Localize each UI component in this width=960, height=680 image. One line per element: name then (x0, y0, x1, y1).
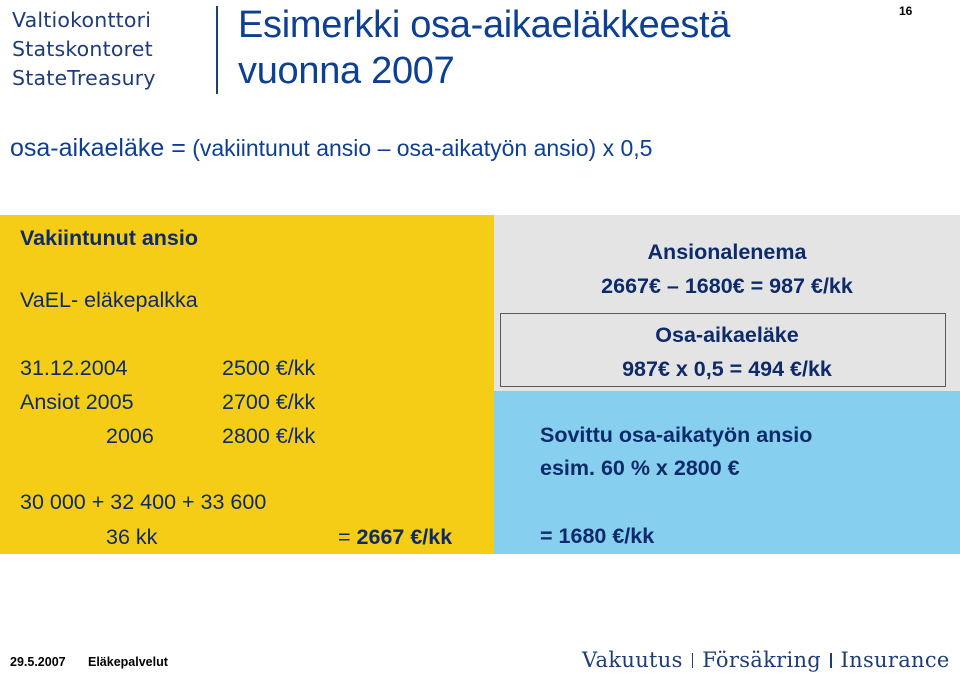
parttime-example: esim. 60 % x 2800 € (540, 456, 740, 480)
logo-divider (216, 6, 218, 94)
divisor: 36 kk (106, 525, 158, 549)
page-number: 16 (899, 4, 913, 18)
vested-earnings-heading: Vakiintunut ansio (20, 226, 198, 250)
pension-salary-label: VaEL- eläkepalkka (20, 288, 198, 312)
state-treasury-logo (12, 6, 192, 93)
row-label-2006: 2006 (106, 424, 154, 448)
brand-vakuutus: Vakuutus (582, 648, 683, 672)
row-value-2005: 2700 €/kk (222, 390, 316, 414)
row-label-2005: Ansiot 2005 (20, 390, 134, 414)
title-line-2: vuonna 2007 (238, 50, 455, 92)
partial-pension-calc: 987€ x 0,5 = 494 €/kk (622, 357, 832, 381)
title-line-1: Esimerkki osa-aikaeläkkeestä (238, 4, 731, 46)
formula-rhs: (vakiintunut ansio – osa-aikatyön ansio) x 0,5 (192, 135, 653, 161)
row-value-2006: 2800 €/kk (222, 424, 316, 448)
logo-line-1: Valtiokonttori (12, 8, 152, 32)
sum-line: 30 000 + 32 400 + 33 600 (20, 490, 267, 514)
formula-lhs: osa-aikaeläke = (10, 134, 186, 162)
brand-separator (692, 653, 694, 668)
row-value-2004: 2500 €/kk (222, 356, 316, 380)
reduction-calc: 2667€ – 1680€ = 987 €/kk (601, 274, 853, 298)
brand-forsakring: Försäkring (702, 648, 822, 672)
brand-separator (830, 653, 832, 668)
vested-result: = 2667 €/kk (338, 525, 453, 549)
row-label-2004: 31.12.2004 (20, 356, 128, 380)
footer-brand (582, 648, 950, 672)
logo-line-3: StateTreasury (12, 66, 156, 90)
slide-title (238, 2, 730, 94)
parttime-heading: Sovittu osa-aikatyön ansio (540, 423, 813, 447)
footer-department: Eläkepalvelut (88, 655, 168, 669)
brand-insurance: Insurance (840, 648, 950, 672)
vested-result-value: 2667 €/kk (356, 525, 453, 549)
partial-pension-heading: Osa-aikaeläke (655, 323, 799, 347)
logo-line-2: Statskontoret (12, 37, 153, 61)
reduction-heading: Ansionalenema (647, 240, 807, 264)
parttime-result: = 1680 €/kk (540, 524, 655, 548)
footer-date: 29.5.2007 (10, 655, 66, 669)
formula (10, 134, 652, 163)
